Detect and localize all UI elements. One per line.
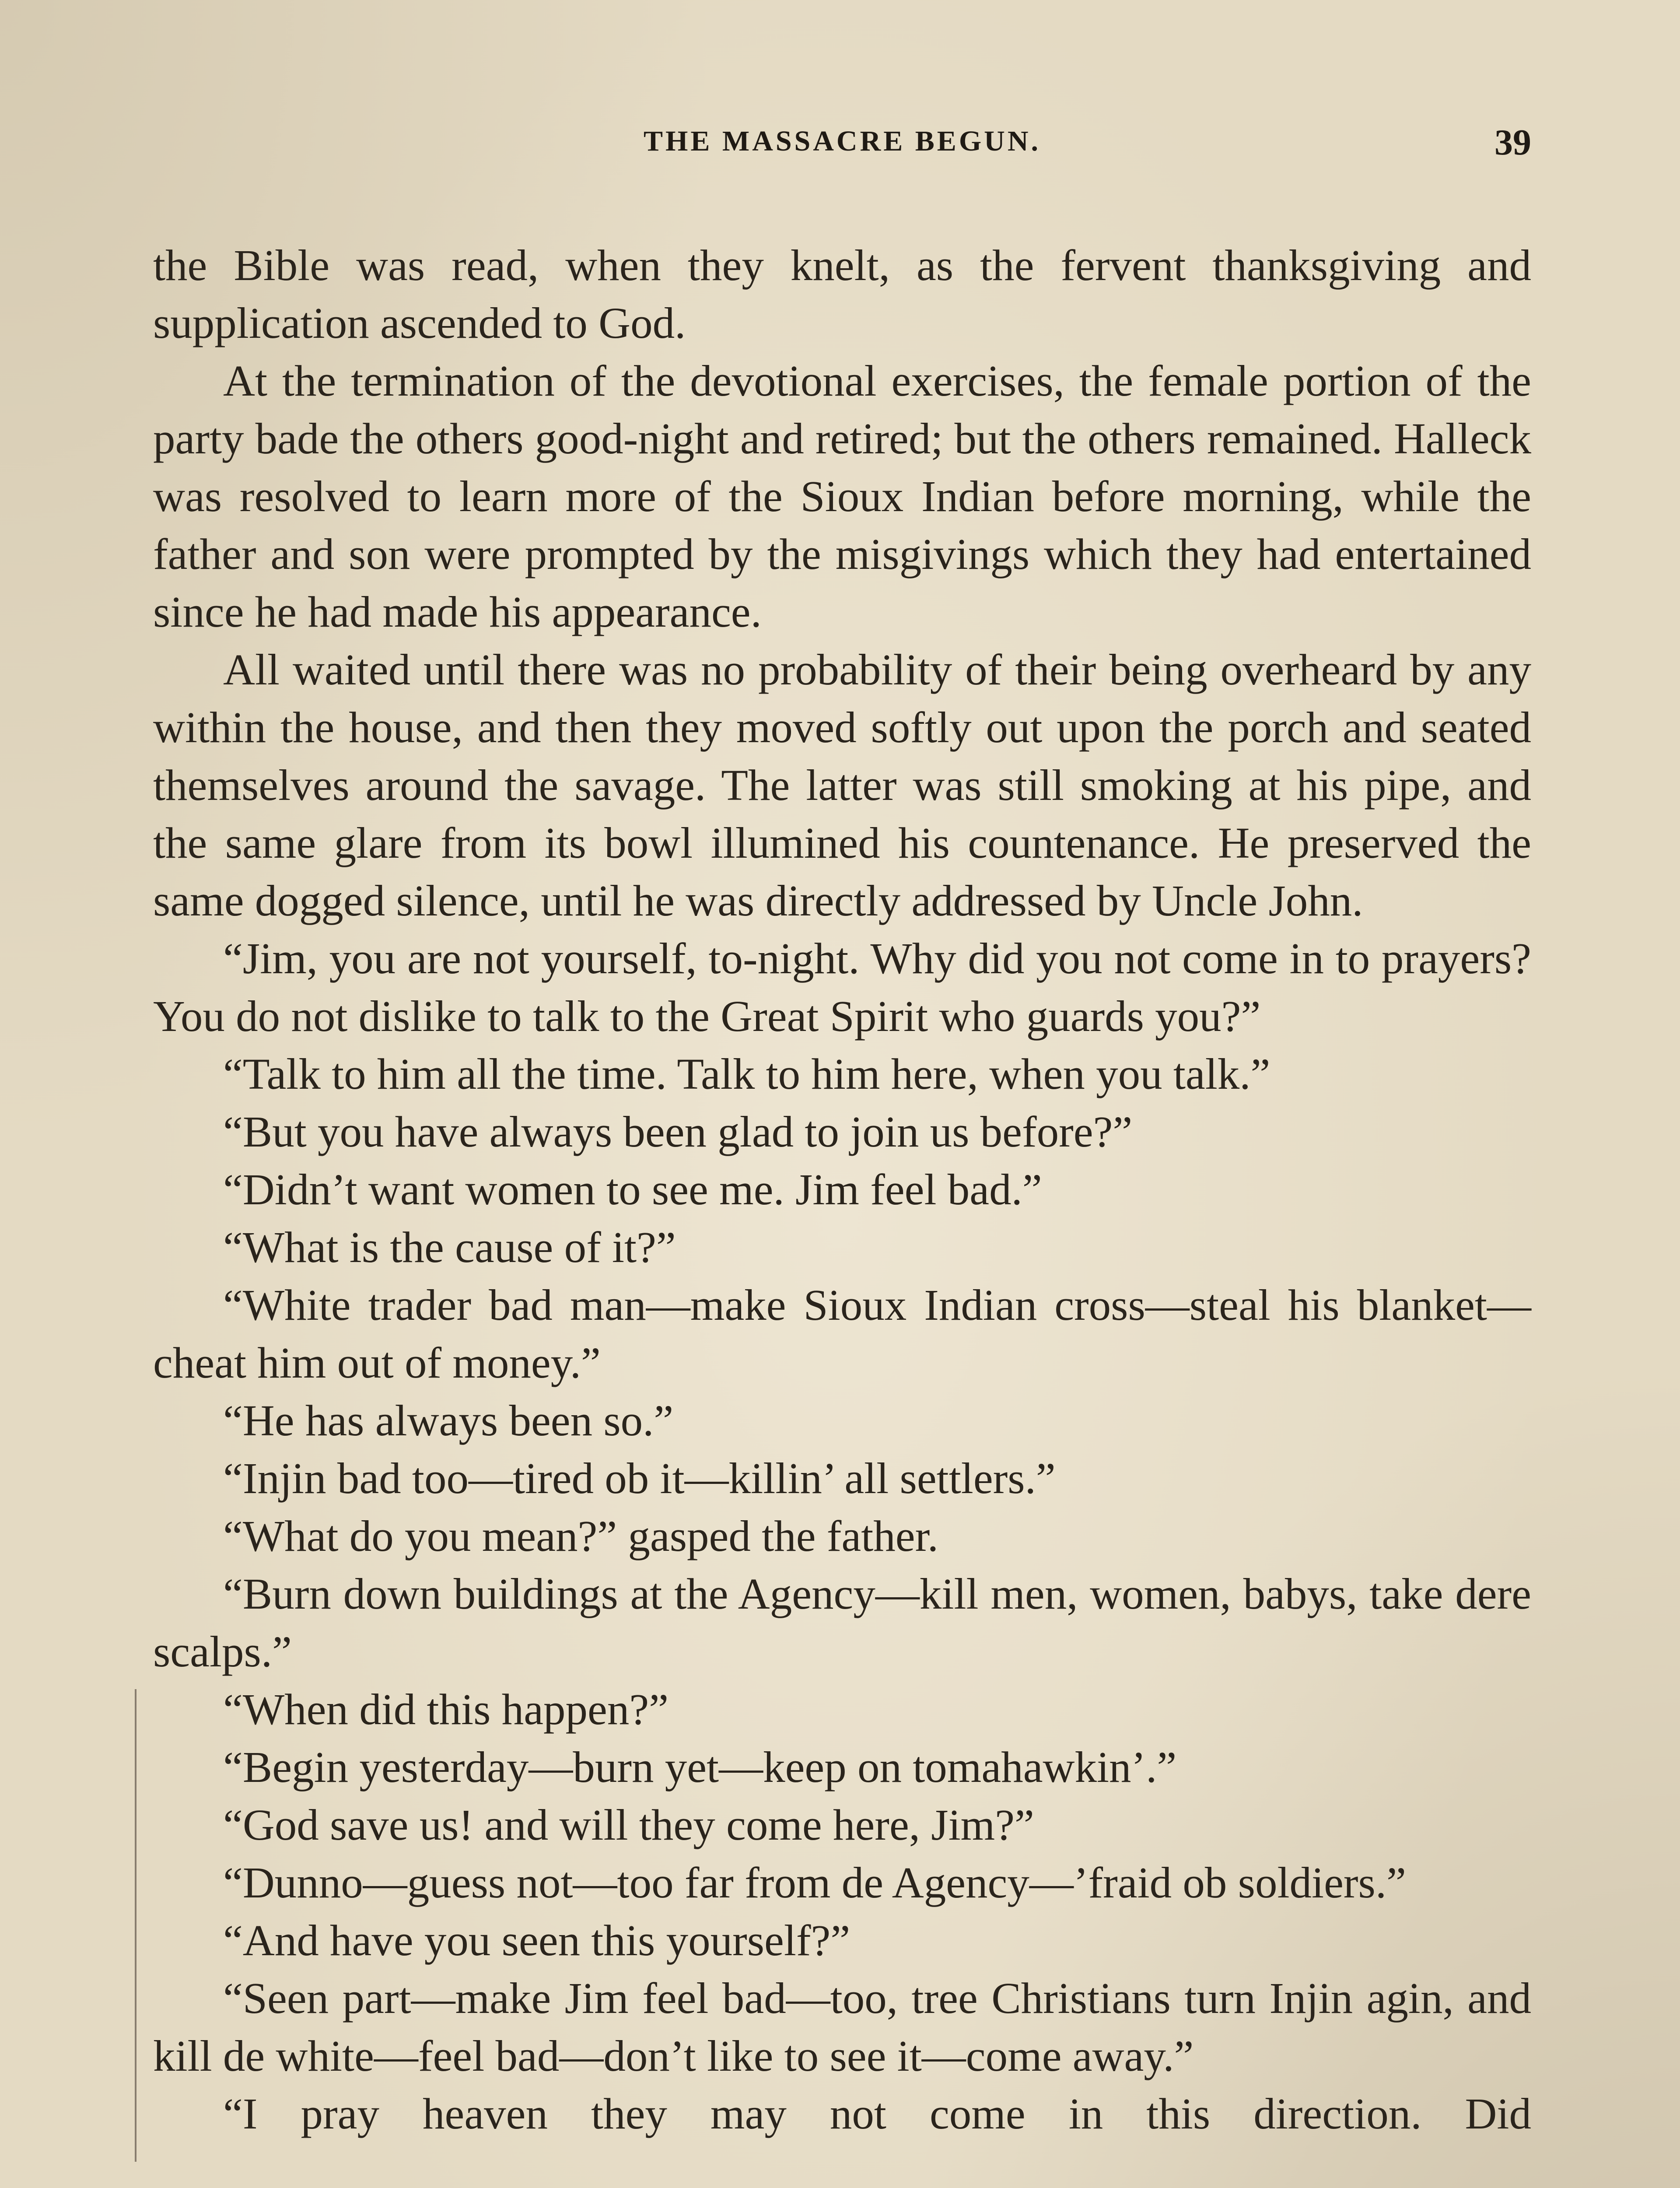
margin-line [135, 1689, 136, 2162]
paragraph: “Injin bad too—tired ob it—killin’ all settlers.” [223, 1454, 1056, 1503]
paragraph: “God save us! and will they come here, Jim?” [223, 1800, 1034, 1849]
paragraph: “Talk to him all the time. Talk to him here, when you talk.” [223, 1049, 1270, 1098]
paragraph: “He has always been so.” [223, 1396, 674, 1445]
paragraph: “What do you mean?” gasped the father. [223, 1511, 938, 1560]
page-number: 39 [1494, 122, 1531, 163]
paragraph: “But you have always been glad to join us before?” [223, 1107, 1133, 1156]
paragraph: the Bible was read, when they knelt, as the fervent thanksgiving and supplication ascended to God. [153, 241, 1531, 347]
paragraph: All waited until there was no probability of their being overheard by any within the house, and then they moved softly out upon the porch and seated themselves around the savage. The latter was still smoking at his pipe, and the same glare from its bowl illumined his countenance. He preserved the same dogged silence, until he was directly addressed by Uncle John. [153, 645, 1531, 925]
paragraph: At the termination of the devotional exercises, the female portion of the party bade the others good-night and retired; but the others remained. Halleck was resolved to learn more of the Sioux Indian before morning, while the father and son were prompted by the misgivings which they had entertained since he had made his appearance. [153, 356, 1531, 636]
paragraph: “Begin yesterday—burn yet—keep on tomahawkin’.” [223, 1743, 1177, 1792]
paragraph: “Didn’t want women to see me. Jim feel bad.” [223, 1165, 1042, 1214]
paragraph: “Burn down buildings at the Agency—kill men, women, babys, take dere scalps.” [153, 1569, 1531, 1676]
paragraph: “Seen part—make Jim feel bad—too, tree Christians turn Injin agin, and kill de white—feel bad—don’t like to see it—come away.” [153, 1974, 1531, 2080]
page-header [153, 122, 1531, 177]
running-head: THE MASSACRE BEGUN. [644, 125, 1041, 157]
paragraph: “Jim, you are not yourself, to-night. Why did you not come in to prayers? You do not dislike to talk to the Great Spirit who guards you?” [153, 934, 1531, 1041]
paragraph: “White trader bad man—make Sioux Indian cross—steal his blanket—cheat him out of money.” [153, 1280, 1531, 1387]
paragraph: “And have you seen this yourself?” [223, 1916, 850, 1965]
paragraph: “I pray heaven they may not come in this direction. Did [223, 2089, 1531, 2138]
paragraph: “What is the cause of it?” [223, 1223, 676, 1272]
paragraph: “Dunno—guess not—too far from de Agency—’fraid ob soldiers.” [223, 1858, 1406, 1907]
paragraph: “When did this happen?” [223, 1685, 669, 1734]
body-text [153, 236, 1531, 2142]
